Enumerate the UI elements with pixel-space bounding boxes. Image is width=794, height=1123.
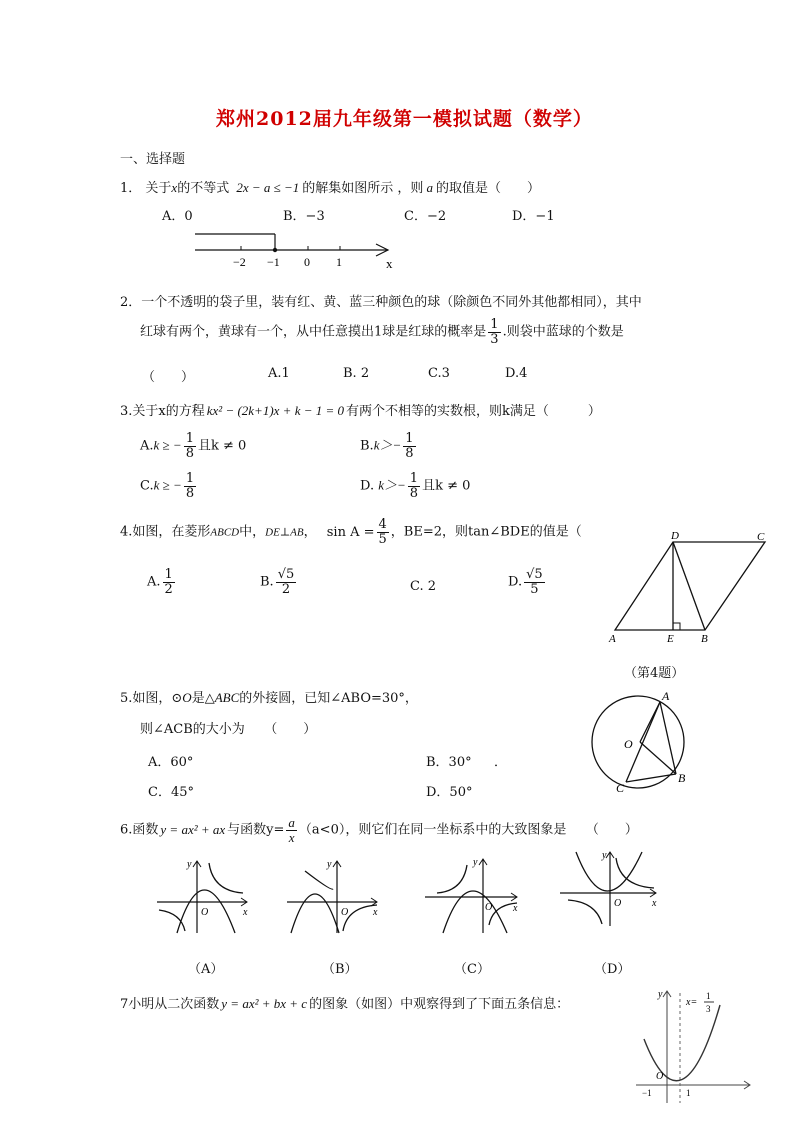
tick-label: 1	[336, 255, 342, 269]
question-5-option-a[interactable]: A．60°	[148, 755, 194, 770]
question-2-paren: （ ）	[142, 370, 195, 385]
axis-label: x	[652, 898, 657, 909]
question-4-option-a[interactable]: A. $\frac{1}{2}$	[147, 567, 173, 597]
point-label: B	[678, 771, 686, 785]
axis-label: y	[602, 850, 607, 861]
tick-label: −1	[642, 1088, 652, 1098]
section-heading: 一、选择题	[120, 152, 186, 167]
question-1-option-a[interactable]: A．0	[162, 209, 193, 224]
question-6-stem: 6.函数 y = ax² + ax 与函数y= $\frac{a}{x}$ （a<0），则它们在同一坐标系中的大致图象是 （ ）	[120, 815, 638, 845]
axis-label: x	[373, 907, 378, 918]
graph-d	[558, 848, 663, 928]
axis-label: y	[327, 859, 332, 870]
question-2-line2: 红球有两个，黄球有一个，从中任意摸出1球是红球的概率是 $\frac{1}{3}$ .则袋中蓝球的个数是	[140, 317, 624, 347]
graph-b	[285, 855, 385, 935]
question-5-line2: 则∠ACB的大小为 （ ）	[140, 722, 317, 737]
tick-label: 0	[304, 255, 310, 269]
graph-a	[155, 855, 255, 935]
tick-label: −2	[233, 255, 246, 269]
question-5-option-c[interactable]: C．45°	[148, 785, 194, 800]
graph-a-label[interactable]: （A）	[188, 962, 224, 977]
axis-label: x	[386, 256, 393, 271]
question-5-option-d[interactable]: D．50°	[426, 785, 473, 800]
graph-c	[423, 855, 523, 935]
vertex-label: D	[671, 530, 679, 542]
question-2-option-a[interactable]: A.1	[268, 366, 290, 381]
question-3-option-c[interactable]: C.k ≥ − $\frac{1}{8}$	[140, 471, 195, 501]
question-1-option-c[interactable]: C．−2	[404, 209, 447, 224]
circle-figure	[588, 689, 698, 795]
fraction-denominator: 3	[706, 1004, 711, 1014]
figure-caption: （第4题）	[624, 666, 685, 681]
axis-label: y	[658, 989, 663, 1000]
tick-label: 1	[686, 1088, 691, 1098]
question-5-option-b[interactable]: B．30°	[426, 755, 472, 770]
vertex-label: C	[757, 531, 765, 543]
page-title: 郑州2012届九年级第一模拟试题（数学）	[216, 108, 593, 130]
origin-label: O	[656, 1071, 664, 1082]
question-4-option-b[interactable]: B. $\frac{√5}{2}$	[260, 567, 295, 597]
axis-of-symmetry-label: x=	[686, 997, 698, 1008]
question-2-option-b[interactable]: B. 2	[343, 366, 370, 381]
question-3-stem: 3.关于x的方程 kx² − (2k+1)x + k − 1 = 0 有两个不相等的实数根，则k满足（ ）	[120, 403, 601, 419]
question-4-option-c[interactable]: C. 2	[410, 579, 437, 594]
tick-label: −1	[267, 255, 280, 269]
origin-label: O	[485, 902, 493, 913]
question-7-stem: 7小明从二次函数 y = ax² + bx + c 的图象（如图）中观察得到了下面五条信息：	[120, 996, 570, 1012]
origin-label: O	[201, 907, 209, 918]
question-4-stem: 4.如图，在菱形ABCD中，DE⊥AB， sin A = $\frac{4}{5}$ ，BE=2，则tan∠BDE的值是（	[120, 517, 582, 547]
axis-label: x	[513, 903, 518, 914]
point-label: C	[616, 781, 625, 795]
fraction-numerator: 1	[706, 991, 711, 1001]
axis-label: y	[473, 857, 478, 868]
axis-label: x	[243, 907, 248, 918]
origin-label: O	[614, 898, 622, 909]
question-2-line1: 2．一个不透明的袋子里，装有红、黄、蓝三种颜色的球（除颜色不同外其他都相同），其中	[120, 295, 642, 310]
rhombus-figure	[605, 530, 775, 645]
question-3-option-a[interactable]: A.k ≥ − $\frac{1}{8}$ 且k ≠ 0	[140, 431, 247, 461]
graph-c-label[interactable]: （C）	[454, 962, 490, 977]
point-label: A	[662, 689, 670, 703]
question-1-option-b[interactable]: B．−3	[283, 209, 325, 224]
vertex-label: E	[667, 633, 674, 645]
question-2-option-d[interactable]: D.4	[505, 366, 528, 381]
question-5-stem: 5.如图，⊙O是△ABC的外接圆，已知∠ABO=30°，	[120, 690, 418, 706]
parabola-figure	[630, 985, 760, 1105]
origin-label: O	[341, 907, 349, 918]
question-2-option-c[interactable]: C.3	[428, 366, 450, 381]
vertex-label: B	[701, 633, 708, 645]
question-1-stem: 1． 关于x的不等式 2x − a ≤ −1 的解集如图所示 ，则 a 的取值是（ ）	[120, 180, 540, 196]
vertex-label: A	[609, 633, 616, 645]
stray-dot: ．	[494, 755, 508, 770]
axis-label: y	[187, 859, 192, 870]
point-label: O	[624, 737, 633, 751]
graph-b-label[interactable]: （B）	[322, 962, 358, 977]
number-line-figure	[190, 228, 410, 272]
question-1-option-d[interactable]: D．−1	[512, 209, 555, 224]
graph-d-label[interactable]: （D）	[594, 962, 631, 977]
question-3-option-d[interactable]: D. k＞− $\frac{1}{8}$ 且k ≠ 0	[360, 471, 471, 501]
question-4-option-d[interactable]: D. $\frac{√5}{5}$	[508, 567, 543, 597]
question-3-option-b[interactable]: B.k＞− $\frac{1}{8}$	[360, 431, 414, 461]
